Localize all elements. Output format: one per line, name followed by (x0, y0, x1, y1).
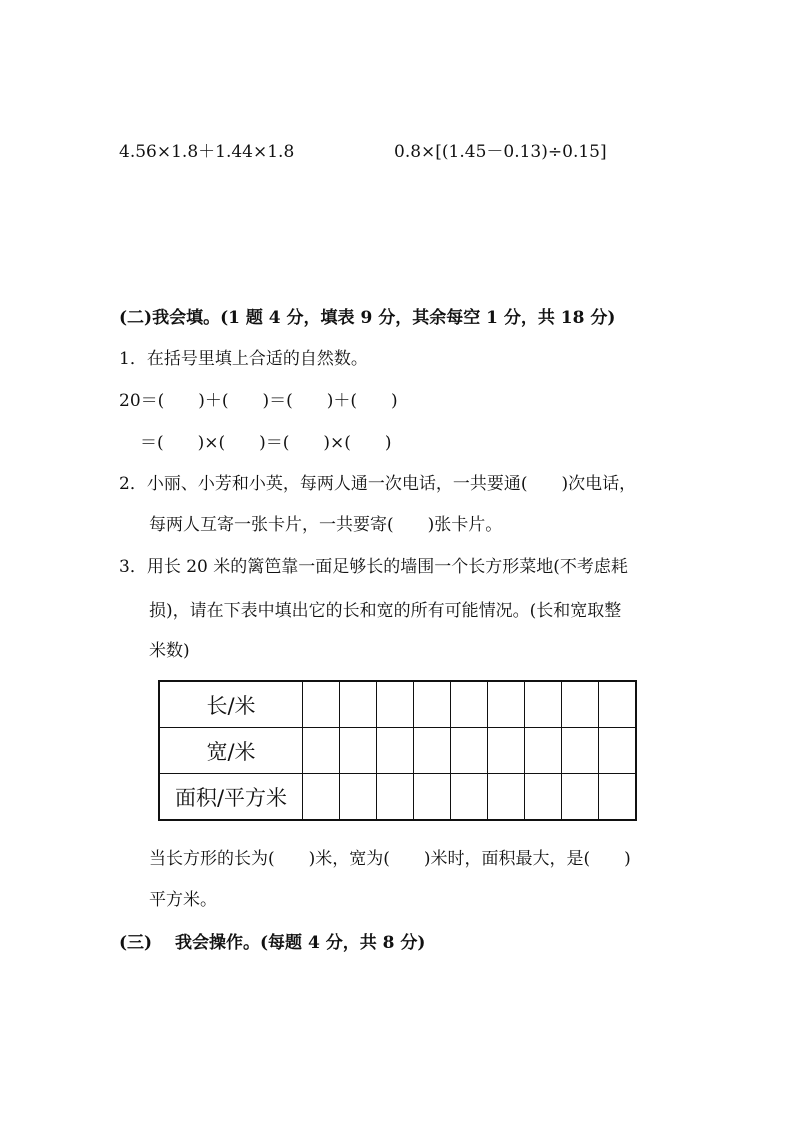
calculation-right: 0.8×[(1.45－0.13)÷0.15] (394, 142, 607, 162)
answer-cell[interactable] (303, 774, 340, 821)
answer-cell[interactable] (525, 728, 562, 774)
question2-line2: 每两人互寄一张卡片，一共要寄( )张卡片。 (149, 515, 503, 535)
answer-cell[interactable] (414, 728, 451, 774)
row-header-width: 宽/米 (159, 728, 303, 774)
answer-cell[interactable] (562, 774, 599, 821)
row-header-area: 面积/平方米 (159, 774, 303, 821)
answer-cell[interactable] (340, 728, 377, 774)
answer-cell[interactable] (525, 774, 562, 821)
answer-cell[interactable] (599, 774, 637, 821)
table-row (159, 728, 636, 774)
answer-cell[interactable] (340, 681, 377, 728)
answer-cell[interactable] (340, 774, 377, 821)
answer-cell[interactable] (414, 681, 451, 728)
question3-answer-line1: 当长方形的长为( )米，宽为( )米时，面积最大，是( ) (149, 849, 631, 869)
answer-cell[interactable] (488, 728, 525, 774)
answer-cell[interactable] (525, 681, 562, 728)
answer-cell[interactable] (451, 774, 488, 821)
question3-line3: 米数) (149, 641, 190, 661)
answer-cell[interactable] (599, 681, 637, 728)
answer-cell[interactable] (562, 728, 599, 774)
answer-cell[interactable] (303, 728, 340, 774)
answer-cell[interactable] (377, 774, 414, 821)
answer-cell[interactable] (451, 681, 488, 728)
answer-cell[interactable] (488, 681, 525, 728)
question3-line2: 损)，请在下表中填出它的长和宽的所有可能情况。(长和宽取整 (149, 601, 622, 621)
answer-table (158, 680, 637, 821)
answer-cell[interactable] (377, 728, 414, 774)
table-row (159, 774, 636, 821)
question3-answer-line2: 平方米。 (149, 890, 217, 910)
answer-cell[interactable] (562, 681, 599, 728)
question1-prompt: 1．在括号里填上合适的自然数。 (119, 349, 368, 369)
answer-cell[interactable] (599, 728, 637, 774)
question2-line1: 2．小丽、小芳和小英，每两人通一次电话，一共要通( )次电话， (119, 474, 637, 494)
question3-line1: 3．用长 20 米的篱笆靠一面足够长的墙围一个长方形菜地(不考虑耗 (119, 557, 628, 577)
section3-heading: (三) 我会操作。(每题 4 分，共 8 分) (119, 933, 426, 953)
answer-cell[interactable] (488, 774, 525, 821)
answer-cell[interactable] (451, 728, 488, 774)
row-header-length: 长/米 (159, 681, 303, 728)
question1-line2: ＝( )×( )＝( )×( ) (140, 433, 392, 453)
question1-line1: 20＝( )＋( )＝( )＋( ) (119, 391, 398, 411)
answer-cell[interactable] (377, 681, 414, 728)
answer-cell[interactable] (303, 681, 340, 728)
section2-heading: (二)我会填。(1 题 4 分，填表 9 分，其余每空 1 分，共 18 分) (119, 308, 616, 328)
answer-cell[interactable] (414, 774, 451, 821)
calculation-left: 4.56×1.8＋1.44×1.8 (119, 142, 295, 162)
table-row (159, 681, 636, 728)
